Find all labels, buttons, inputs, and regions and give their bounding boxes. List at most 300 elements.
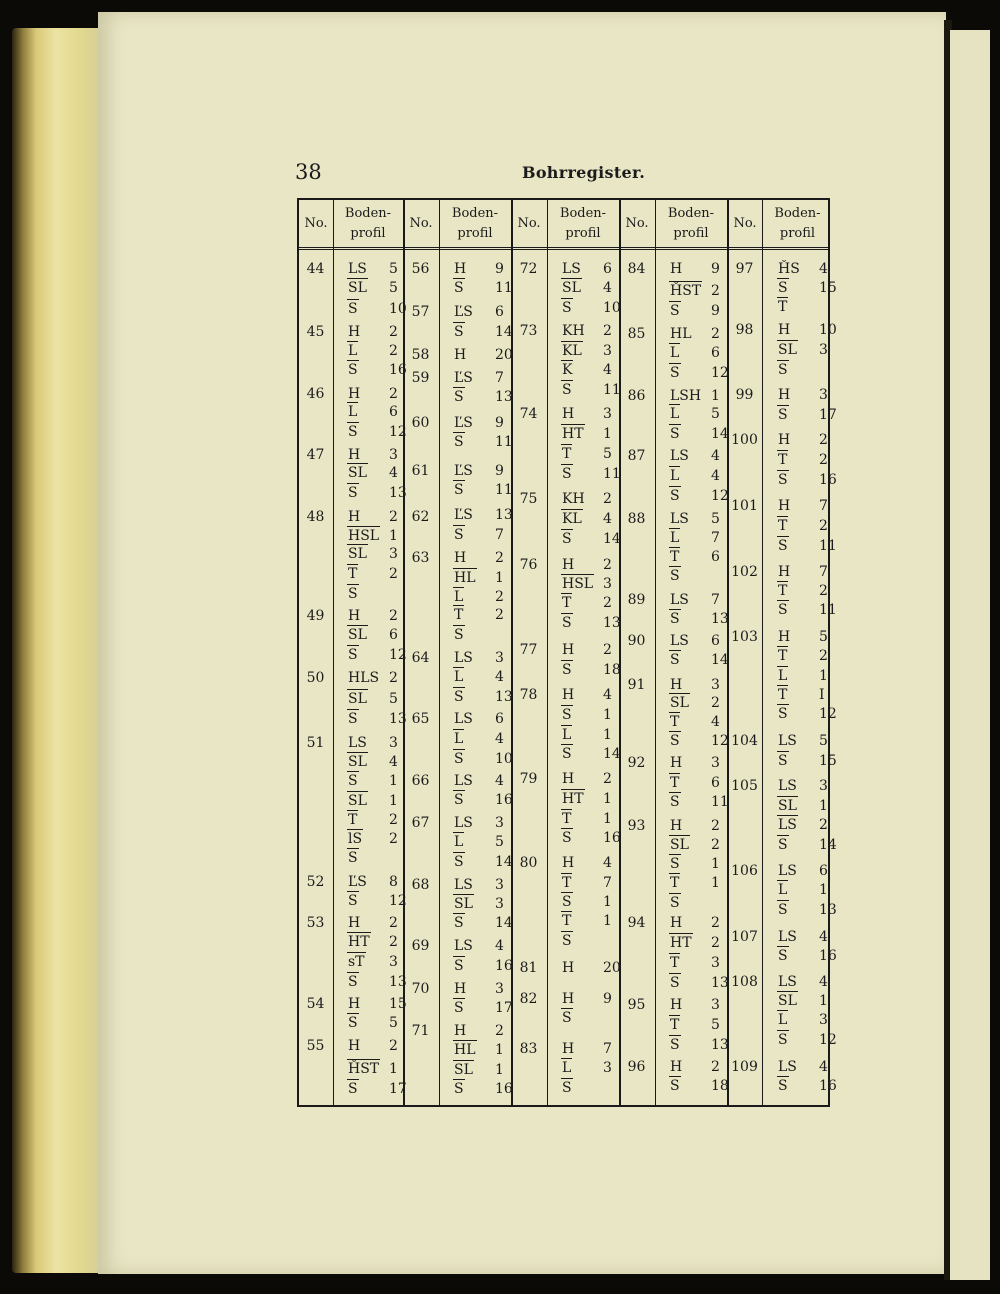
soil-code: S xyxy=(778,948,788,964)
soil-layer xyxy=(453,999,513,1017)
register-number: 92 xyxy=(627,755,646,771)
soil-layer xyxy=(669,1077,729,1095)
soil-layer xyxy=(561,726,621,744)
soil-code: S xyxy=(562,746,572,762)
soil-layer xyxy=(561,959,621,977)
layer-thickness: 4 xyxy=(495,669,504,685)
register-number: 50 xyxy=(306,670,325,686)
layer-thickness: 1 xyxy=(603,894,612,910)
soil-code: H xyxy=(562,557,575,573)
register-number: 96 xyxy=(627,1059,646,1075)
layer-thickness: 2 xyxy=(711,695,720,711)
layer-thickness: 3 xyxy=(389,546,398,562)
soil-layer xyxy=(669,1058,729,1076)
soil-layer xyxy=(669,529,729,547)
soil-code: SL xyxy=(454,896,473,912)
soil-layer xyxy=(347,710,407,728)
layer-thickness: 2 xyxy=(711,1059,720,1075)
soil-code: H xyxy=(454,347,467,363)
soil-layer xyxy=(669,364,729,382)
soil-code: S xyxy=(778,837,788,853)
soil-layer xyxy=(777,901,837,919)
register-number: 93 xyxy=(627,818,646,834)
soil-layer xyxy=(561,575,621,593)
layer-thickness: 4 xyxy=(819,1059,828,1075)
layer-thickness: 16 xyxy=(819,1078,837,1094)
soil-code: L xyxy=(670,468,680,484)
soil-layer xyxy=(561,614,621,632)
layer-thickness: 6 xyxy=(711,345,720,361)
layer-thickness: 2 xyxy=(603,491,612,507)
layer-thickness: 1 xyxy=(819,882,828,898)
header-bodenprofil-line: profil xyxy=(779,226,816,241)
soil-code: S xyxy=(670,426,680,442)
soil-code: T xyxy=(562,875,572,891)
layer-thickness: 2 xyxy=(603,771,612,787)
soil-layer xyxy=(347,484,407,502)
soil-code: L xyxy=(562,1060,572,1076)
layer-thickness: 2 xyxy=(603,557,612,573)
soil-layer xyxy=(777,647,837,665)
soil-code: ĽS xyxy=(454,415,473,431)
layer-thickness: 2 xyxy=(819,452,828,468)
soil-layer xyxy=(453,414,513,432)
soil-layer xyxy=(669,447,729,465)
soil-code: H xyxy=(778,498,791,514)
soil-layer xyxy=(777,797,837,815)
layer-thickness: 16 xyxy=(819,948,837,964)
layer-thickness: 4 xyxy=(819,261,828,277)
soil-layer xyxy=(777,431,837,449)
register-number: 87 xyxy=(627,448,646,464)
soil-layer xyxy=(453,649,513,667)
soil-code: LS xyxy=(454,938,473,954)
layer-thickness: 14 xyxy=(495,324,513,340)
soil-layer xyxy=(777,341,837,359)
layer-thickness: 4 xyxy=(495,938,504,954)
soil-layer xyxy=(777,563,837,581)
soil-layer xyxy=(453,668,513,686)
register-number: 52 xyxy=(306,874,325,890)
soil-code: S xyxy=(454,751,464,767)
soil-layer xyxy=(669,1036,729,1054)
layer-thickness: 9 xyxy=(495,415,504,431)
soil-layer xyxy=(561,686,621,704)
layer-thickness: 7 xyxy=(711,592,720,608)
layer-thickness: 2 xyxy=(389,1038,398,1054)
soil-code: H xyxy=(348,608,361,624)
layer-thickness: 14 xyxy=(495,854,513,870)
layer-thickness: 18 xyxy=(603,662,621,678)
soil-code: LS xyxy=(454,650,473,666)
soil-layer xyxy=(347,626,407,644)
soil-layer xyxy=(347,933,407,951)
soil-code: HL xyxy=(454,570,476,586)
soil-layer xyxy=(669,836,729,854)
layer-thickness: 5 xyxy=(711,406,720,422)
layer-thickness: 7 xyxy=(819,498,828,514)
layer-thickness: 6 xyxy=(389,627,398,643)
layer-thickness: 4 xyxy=(603,687,612,703)
soil-layer xyxy=(669,1016,729,1034)
soil-layer xyxy=(669,817,729,835)
header-bodenprofil-line: Boden- xyxy=(451,206,499,221)
soil-code: SL xyxy=(778,993,797,1009)
soil-layer xyxy=(347,953,407,971)
soil-code: S xyxy=(562,830,572,846)
register-number: 49 xyxy=(306,608,325,624)
layer-thickness: 7 xyxy=(603,1041,612,1057)
soil-code: S xyxy=(348,850,358,866)
layer-thickness: 9 xyxy=(711,303,720,319)
soil-layer xyxy=(561,810,621,828)
layer-thickness: 7 xyxy=(819,564,828,580)
register-number: 60 xyxy=(411,415,430,431)
soil-code: KH xyxy=(562,491,585,507)
soil-code: S xyxy=(454,1081,464,1097)
register-number: 109 xyxy=(731,1059,758,1075)
layer-thickness: 6 xyxy=(495,711,504,727)
soil-code: KL xyxy=(562,511,582,527)
register-number: 77 xyxy=(519,642,538,658)
soil-layer xyxy=(453,914,513,932)
soil-code: HL xyxy=(670,326,692,342)
register-number: 54 xyxy=(306,996,325,1012)
soil-code: H xyxy=(778,629,791,645)
soil-code: H xyxy=(670,818,683,834)
layer-thickness: 4 xyxy=(389,465,398,481)
register-number: 101 xyxy=(731,498,758,514)
soil-code: L xyxy=(778,668,788,684)
register-number: 85 xyxy=(627,326,646,342)
header-bodenprofil xyxy=(547,200,619,248)
layer-thickness: 3 xyxy=(819,387,828,403)
layer-thickness: 2 xyxy=(819,648,828,664)
soil-code: S xyxy=(348,1081,358,1097)
soil-layer xyxy=(453,937,513,955)
soil-layer xyxy=(669,487,729,505)
layer-thickness: 3 xyxy=(495,981,504,997)
register-number: 45 xyxy=(306,324,325,340)
soil-layer xyxy=(453,369,513,387)
soil-code: S xyxy=(670,794,680,810)
soil-code: S xyxy=(454,324,464,340)
soil-code: S xyxy=(670,488,680,504)
soil-code: T xyxy=(670,714,680,730)
layer-thickness: 11 xyxy=(819,538,837,554)
soil-layer xyxy=(347,753,407,771)
soil-code: SL xyxy=(562,280,581,296)
layer-thickness: 15 xyxy=(819,753,837,769)
soil-code: S xyxy=(778,1078,788,1094)
soil-code: S xyxy=(562,1080,572,1096)
soil-layer xyxy=(561,1009,621,1027)
soil-code: S xyxy=(562,531,572,547)
soil-layer xyxy=(453,279,513,297)
soil-code: T xyxy=(670,775,680,791)
soil-layer xyxy=(561,745,621,763)
soil-layer xyxy=(777,279,837,297)
soil-code: T xyxy=(670,875,680,891)
layer-thickness: 13 xyxy=(495,507,513,523)
soil-layer xyxy=(561,260,621,278)
soil-layer xyxy=(453,526,513,544)
column-divider xyxy=(547,200,548,1105)
register-number: 61 xyxy=(411,463,430,479)
register-number: 79 xyxy=(519,771,538,787)
soil-layer xyxy=(453,346,513,364)
soil-layer xyxy=(347,690,407,708)
soil-code: LS xyxy=(454,773,473,789)
soil-layer xyxy=(347,403,407,421)
layer-thickness: 4 xyxy=(389,754,398,770)
layer-thickness: 5 xyxy=(389,1015,398,1031)
soil-layer xyxy=(561,594,621,612)
layer-thickness: 10 xyxy=(389,301,407,317)
soil-layer xyxy=(669,567,729,585)
soil-layer xyxy=(453,549,513,567)
soil-layer xyxy=(561,279,621,297)
soil-layer xyxy=(669,713,729,731)
layer-thickness: 2 xyxy=(711,915,720,931)
layer-thickness: 13 xyxy=(389,485,407,501)
soil-code: H xyxy=(454,261,467,277)
layer-thickness: 2 xyxy=(711,935,720,951)
column-divider xyxy=(762,200,763,1105)
layer-thickness: 6 xyxy=(711,549,720,565)
soil-code: LS xyxy=(348,735,367,751)
layer-thickness: 2 xyxy=(603,595,612,611)
soil-layer xyxy=(669,754,729,772)
soil-code: S xyxy=(670,652,680,668)
soil-layer xyxy=(453,388,513,406)
soil-code: H xyxy=(562,991,575,1007)
soil-layer xyxy=(561,1079,621,1097)
soil-layer xyxy=(669,282,729,300)
layer-thickness: 1 xyxy=(711,875,720,891)
layer-thickness: 10 xyxy=(495,751,513,767)
soil-code: L xyxy=(670,345,680,361)
layer-thickness: 3 xyxy=(495,815,504,831)
layer-thickness: 2 xyxy=(711,818,720,834)
header-bodenprofil-line: profil xyxy=(673,226,709,241)
soil-code: H xyxy=(778,432,791,448)
soil-code: HT xyxy=(562,791,584,807)
layer-thickness: 14 xyxy=(495,915,513,931)
soil-code: L xyxy=(348,343,358,359)
layer-thickness: 13 xyxy=(819,902,837,918)
soil-code: S xyxy=(778,407,788,423)
soil-code: S xyxy=(670,1078,680,1094)
layer-thickness: 1 xyxy=(603,707,612,723)
soil-code: L xyxy=(454,589,464,605)
soil-code: L xyxy=(454,669,464,685)
register-number: 78 xyxy=(519,687,538,703)
soil-layer xyxy=(669,325,729,343)
soil-layer xyxy=(453,895,513,913)
layer-thickness: 3 xyxy=(819,778,828,794)
layer-thickness: I xyxy=(819,687,825,703)
soil-layer xyxy=(347,508,407,526)
soil-code: ĽS xyxy=(454,463,473,479)
layer-thickness: 6 xyxy=(711,775,720,791)
soil-code: SL xyxy=(454,1062,473,1078)
soil-code: S xyxy=(562,300,572,316)
soil-layer xyxy=(669,548,729,566)
soil-code: ĽS xyxy=(348,874,367,890)
layer-thickness: 11 xyxy=(603,382,621,398)
layer-thickness: 7 xyxy=(711,530,720,546)
layer-thickness: 12 xyxy=(819,706,837,722)
soil-layer xyxy=(777,321,837,339)
soil-layer xyxy=(777,667,837,685)
layer-thickness: 13 xyxy=(711,975,729,991)
header-no: No. xyxy=(733,216,757,231)
soil-code: H xyxy=(348,386,361,402)
soil-code: H xyxy=(670,997,683,1013)
register-number: 99 xyxy=(735,387,754,403)
layer-thickness: 2 xyxy=(389,343,398,359)
soil-layer xyxy=(347,464,407,482)
soil-layer xyxy=(347,545,407,563)
soil-code: LS xyxy=(454,815,473,831)
soil-code: HL xyxy=(454,1042,476,1058)
layer-thickness: 2 xyxy=(389,324,398,340)
soil-layer xyxy=(561,490,621,508)
soil-layer xyxy=(453,303,513,321)
header-bodenprofil xyxy=(333,200,403,248)
soil-layer xyxy=(777,1058,837,1076)
soil-code: HSL xyxy=(348,528,380,544)
soil-code: LS xyxy=(778,863,797,879)
layer-thickness: 4 xyxy=(603,362,612,378)
register-number: 53 xyxy=(306,915,325,931)
soil-code: H xyxy=(562,1041,575,1057)
soil-layer xyxy=(561,510,621,528)
soil-layer xyxy=(347,361,407,379)
register-number: 98 xyxy=(735,322,754,338)
soil-layer xyxy=(561,465,621,483)
facing-page-edge xyxy=(950,30,990,1280)
soil-code: S xyxy=(454,627,464,643)
register-number: 108 xyxy=(731,974,758,990)
layer-thickness: 12 xyxy=(711,733,729,749)
soil-code: S xyxy=(454,854,464,870)
register-number: 89 xyxy=(627,592,646,608)
soil-layer xyxy=(777,686,837,704)
soil-layer xyxy=(561,706,621,724)
soil-code: H xyxy=(454,981,467,997)
soil-layer xyxy=(561,1059,621,1077)
soil-code: L xyxy=(454,834,464,850)
soil-code: T xyxy=(778,687,788,703)
layer-thickness: 12 xyxy=(819,1032,837,1048)
soil-layer xyxy=(777,471,837,489)
soil-code: T xyxy=(562,595,572,611)
soil-code: S xyxy=(778,753,788,769)
layer-thickness: 14 xyxy=(711,426,729,442)
layer-thickness: 4 xyxy=(603,511,612,527)
soil-layer xyxy=(561,322,621,340)
soil-code: HLS xyxy=(348,670,380,686)
soil-code: T xyxy=(562,446,572,462)
layer-thickness: 2 xyxy=(389,566,398,582)
soil-layer xyxy=(561,893,621,911)
layer-thickness: 13 xyxy=(711,1037,729,1053)
soil-layer xyxy=(453,1061,513,1079)
register-number: 94 xyxy=(627,915,646,931)
soil-code: L xyxy=(670,530,680,546)
soil-layer xyxy=(777,406,837,424)
soil-code: H xyxy=(562,642,575,658)
register-number: 66 xyxy=(411,773,430,789)
soil-layer xyxy=(453,833,513,851)
soil-layer xyxy=(561,405,621,423)
layer-thickness: 1 xyxy=(711,388,720,404)
soil-layer xyxy=(777,601,837,619)
soil-layer xyxy=(453,588,513,606)
layer-thickness: 11 xyxy=(495,280,513,296)
layer-thickness: 2 xyxy=(603,642,612,658)
layer-thickness: 5 xyxy=(495,834,504,850)
soil-layer xyxy=(777,386,837,404)
soil-code: T xyxy=(562,913,572,929)
soil-code: H xyxy=(562,406,575,422)
soil-layer xyxy=(347,323,407,341)
soil-code: S xyxy=(670,365,680,381)
layer-thickness: 1 xyxy=(603,811,612,827)
soil-code: S xyxy=(562,707,572,723)
soil-code: H xyxy=(562,855,575,871)
layer-thickness: 20 xyxy=(603,960,621,976)
soil-layer xyxy=(669,344,729,362)
layer-thickness: 3 xyxy=(603,1060,612,1076)
layer-thickness: 16 xyxy=(495,792,513,808)
soil-layer xyxy=(347,446,407,464)
soil-code: H xyxy=(454,1023,467,1039)
layer-thickness: 1 xyxy=(495,1042,504,1058)
soil-layer xyxy=(347,973,407,991)
soil-code: S xyxy=(348,301,358,317)
soil-layer xyxy=(777,705,837,723)
layer-thickness: 5 xyxy=(389,280,398,296)
soil-layer xyxy=(669,974,729,992)
register-number: 65 xyxy=(411,711,430,727)
layer-thickness: 4 xyxy=(819,929,828,945)
header-bodenprofil xyxy=(655,200,727,248)
soil-layer xyxy=(453,772,513,790)
register-number: 57 xyxy=(411,304,430,320)
layer-thickness: 4 xyxy=(495,731,504,747)
layer-thickness: 5 xyxy=(711,511,720,527)
soil-layer xyxy=(669,914,729,932)
register-number: 95 xyxy=(627,997,646,1013)
running-head: Bohrregister. xyxy=(522,163,646,182)
soil-code: SL xyxy=(348,691,367,707)
layer-thickness: 12 xyxy=(711,365,729,381)
soil-layer xyxy=(669,387,729,405)
soil-layer xyxy=(347,260,407,278)
soil-code: S xyxy=(562,933,572,949)
soil-code: KH xyxy=(562,323,585,339)
header-bodenprofil-line: Boden- xyxy=(559,206,607,221)
layer-thickness: 11 xyxy=(603,466,621,482)
layer-thickness: 1 xyxy=(603,791,612,807)
layer-thickness: 16 xyxy=(819,472,837,488)
soil-layer xyxy=(777,1077,837,1095)
register-number: 104 xyxy=(731,733,758,749)
soil-layer xyxy=(561,299,621,317)
